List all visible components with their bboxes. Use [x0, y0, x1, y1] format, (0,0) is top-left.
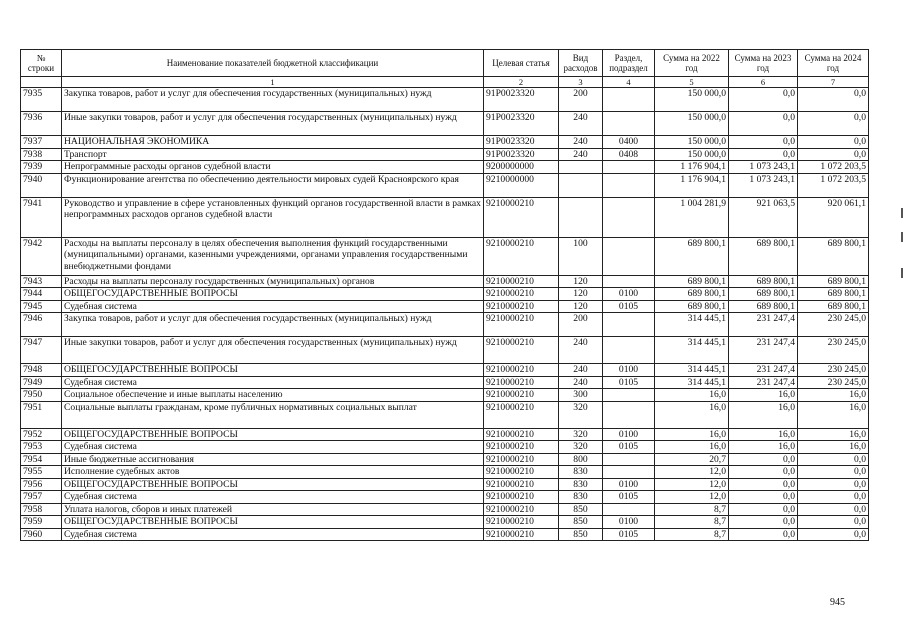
row-sum-2022: 16,0 — [655, 389, 729, 402]
row-razdel: 0105 — [603, 300, 655, 313]
edge-mark — [901, 268, 903, 278]
row-vid: 240 — [559, 136, 603, 149]
row-article: 91Р0023320 — [484, 136, 559, 149]
table-row — [21, 453, 869, 466]
row-sum-2022: 12,0 — [655, 478, 729, 491]
row-article: 9210000210 — [484, 275, 559, 288]
row-name: Социальные выплаты гражданам, кроме публичных нормативных социальных выплат — [62, 401, 484, 428]
row-number: 7955 — [21, 466, 62, 479]
table-row — [21, 161, 869, 174]
row-number: 7958 — [21, 503, 62, 516]
header-sum-2022: Сумма на 2022 год — [655, 50, 729, 77]
row-article: 9210000210 — [484, 313, 559, 337]
row-sum-2022: 1 176 904,1 — [655, 161, 729, 174]
row-sum-2022: 689 800,1 — [655, 275, 729, 288]
row-sum-2023: 921 063,5 — [729, 197, 798, 237]
row-number: 7946 — [21, 313, 62, 337]
column-number-row — [21, 77, 869, 88]
row-sum-2024: 16,0 — [798, 389, 869, 402]
row-article: 9200000000 — [484, 161, 559, 174]
row-sum-2023: 0,0 — [729, 528, 798, 541]
row-number: 7959 — [21, 516, 62, 529]
table-row — [21, 300, 869, 313]
row-sum-2023: 0,0 — [729, 491, 798, 504]
table-row — [21, 428, 869, 441]
row-razdel: 0105 — [603, 491, 655, 504]
row-sum-2022: 314 445,1 — [655, 376, 729, 389]
row-sum-2022: 16,0 — [655, 428, 729, 441]
row-article: 9210000210 — [484, 364, 559, 377]
row-name: Транспорт — [62, 148, 484, 161]
row-name: Судебная система — [62, 441, 484, 454]
row-sum-2024: 16,0 — [798, 401, 869, 428]
row-sum-2023: 0,0 — [729, 466, 798, 479]
row-sum-2023: 16,0 — [729, 441, 798, 454]
row-number: 7938 — [21, 148, 62, 161]
row-name: ОБЩЕГОСУДАРСТВЕННЫЕ ВОПРОСЫ — [62, 288, 484, 301]
row-article: 9210000210 — [484, 441, 559, 454]
row-article: 9210000000 — [484, 173, 559, 197]
row-sum-2024: 689 800,1 — [798, 300, 869, 313]
row-sum-2023: 16,0 — [729, 428, 798, 441]
row-name: Закупка товаров, работ и услуг для обеспечения государственных (муниципальных) нужд — [62, 313, 484, 337]
row-sum-2022: 314 445,1 — [655, 313, 729, 337]
row-razdel — [603, 275, 655, 288]
row-razdel — [603, 237, 655, 275]
row-sum-2022: 689 800,1 — [655, 288, 729, 301]
row-name: Закупка товаров, работ и услуг для обеспечения государственных (муниципальных) нужд — [62, 88, 484, 112]
row-vid: 240 — [559, 337, 603, 364]
table-row — [21, 376, 869, 389]
table-row — [21, 478, 869, 491]
row-sum-2022: 1 004 281,9 — [655, 197, 729, 237]
row-article: 9210000210 — [484, 528, 559, 541]
row-vid: 200 — [559, 88, 603, 112]
row-name: Исполнение судебных актов — [62, 466, 484, 479]
row-vid: 240 — [559, 376, 603, 389]
row-sum-2023: 231 247,4 — [729, 364, 798, 377]
table-row — [21, 197, 869, 237]
row-number: 7960 — [21, 528, 62, 541]
colnum-3: 3 — [559, 77, 603, 88]
row-sum-2024: 0,0 — [798, 148, 869, 161]
row-sum-2024: 0,0 — [798, 136, 869, 149]
row-article: 9210000210 — [484, 300, 559, 313]
row-razdel — [603, 88, 655, 112]
row-name: ОБЩЕГОСУДАРСТВЕННЫЕ ВОПРОСЫ — [62, 516, 484, 529]
row-sum-2023: 0,0 — [729, 112, 798, 136]
row-name: Судебная система — [62, 528, 484, 541]
row-sum-2023: 231 247,4 — [729, 313, 798, 337]
row-razdel — [603, 337, 655, 364]
row-number: 7937 — [21, 136, 62, 149]
row-vid: 800 — [559, 453, 603, 466]
row-sum-2023: 689 800,1 — [729, 237, 798, 275]
row-name: Судебная система — [62, 376, 484, 389]
table-row — [21, 337, 869, 364]
row-number: 7951 — [21, 401, 62, 428]
header-sum-2023: Сумма на 2023 год — [729, 50, 798, 77]
row-number: 7954 — [21, 453, 62, 466]
row-vid — [559, 161, 603, 174]
row-number: 7953 — [21, 441, 62, 454]
row-sum-2023: 1 073 243,1 — [729, 173, 798, 197]
row-sum-2022: 8,7 — [655, 503, 729, 516]
row-name: ОБЩЕГОСУДАРСТВЕННЫЕ ВОПРОСЫ — [62, 364, 484, 377]
row-vid: 200 — [559, 313, 603, 337]
row-number: 7943 — [21, 275, 62, 288]
row-sum-2024: 0,0 — [798, 528, 869, 541]
row-sum-2022: 689 800,1 — [655, 300, 729, 313]
row-name: НАЦИОНАЛЬНАЯ ЭКОНОМИКА — [62, 136, 484, 149]
row-sum-2022: 150 000,0 — [655, 148, 729, 161]
row-razdel: 0100 — [603, 364, 655, 377]
row-name: Иные закупки товаров, работ и услуг для обеспечения государственных (муниципальных) нужд — [62, 337, 484, 364]
table-row — [21, 401, 869, 428]
row-sum-2023: 16,0 — [729, 401, 798, 428]
row-name: ОБЩЕГОСУДАРСТВЕННЫЕ ВОПРОСЫ — [62, 478, 484, 491]
row-article: 9210000210 — [484, 453, 559, 466]
row-name: Социальное обеспечение и иные выплаты населению — [62, 389, 484, 402]
row-article: 9210000210 — [484, 197, 559, 237]
table-row — [21, 503, 869, 516]
header-row-no: № строки — [21, 50, 62, 77]
row-razdel — [603, 197, 655, 237]
row-sum-2024: 0,0 — [798, 491, 869, 504]
row-name: Руководство и управление в сфере установленных функций органов государственной власти в рамках непрограммных расходов органов судебной власти — [62, 197, 484, 237]
row-vid: 120 — [559, 288, 603, 301]
row-razdel: 0100 — [603, 288, 655, 301]
row-number: 7939 — [21, 161, 62, 174]
row-number: 7948 — [21, 364, 62, 377]
row-vid: 850 — [559, 528, 603, 541]
row-article: 9210000210 — [484, 288, 559, 301]
colnum-0 — [21, 77, 62, 88]
row-razdel — [603, 503, 655, 516]
row-vid — [559, 173, 603, 197]
row-razdel — [603, 173, 655, 197]
row-sum-2023: 0,0 — [729, 136, 798, 149]
row-name: Расходы на выплаты персоналу государственных (муниципальных) органов — [62, 275, 484, 288]
row-razdel: 0100 — [603, 478, 655, 491]
table-row — [21, 528, 869, 541]
row-sum-2023: 689 800,1 — [729, 288, 798, 301]
row-razdel — [603, 161, 655, 174]
row-sum-2022: 8,7 — [655, 516, 729, 529]
row-sum-2022: 689 800,1 — [655, 237, 729, 275]
header-row — [21, 50, 869, 77]
table-row — [21, 275, 869, 288]
row-article: 91Р0023320 — [484, 148, 559, 161]
header-razdel: Раздел, подраздел — [603, 50, 655, 77]
colnum-5: 5 — [655, 77, 729, 88]
header-article: Целевая статья — [484, 50, 559, 77]
table-row — [21, 237, 869, 275]
row-sum-2024: 230 245,0 — [798, 376, 869, 389]
row-sum-2024: 1 072 203,5 — [798, 173, 869, 197]
row-sum-2024: 16,0 — [798, 441, 869, 454]
colnum-2: 2 — [484, 77, 559, 88]
row-sum-2023: 0,0 — [729, 88, 798, 112]
row-sum-2022: 1 176 904,1 — [655, 173, 729, 197]
row-name: Расходы на выплаты персоналу в целях обеспечения выполнения функций государственными (муниципальными) органами, казенными учреждениями, органами управления государственными внебюджетными фондами — [62, 237, 484, 275]
row-number: 7956 — [21, 478, 62, 491]
row-sum-2024: 689 800,1 — [798, 288, 869, 301]
row-sum-2024: 16,0 — [798, 428, 869, 441]
row-name: Функционирование агентства по обеспечению деятельности мировых судей Красноярского края — [62, 173, 484, 197]
table-row — [21, 148, 869, 161]
row-sum-2024: 230 245,0 — [798, 337, 869, 364]
table-body — [21, 88, 869, 541]
colnum-7: 7 — [798, 77, 869, 88]
row-name: Иные бюджетные ассигнования — [62, 453, 484, 466]
row-vid: 830 — [559, 478, 603, 491]
row-vid: 320 — [559, 428, 603, 441]
edge-mark — [901, 208, 903, 218]
row-sum-2023: 689 800,1 — [729, 300, 798, 313]
row-article: 9210000210 — [484, 491, 559, 504]
row-vid: 320 — [559, 401, 603, 428]
row-number: 7957 — [21, 491, 62, 504]
row-vid: 320 — [559, 441, 603, 454]
row-razdel: 0408 — [603, 148, 655, 161]
row-razdel: 0100 — [603, 516, 655, 529]
row-sum-2024: 1 072 203,5 — [798, 161, 869, 174]
row-number: 7947 — [21, 337, 62, 364]
table-row — [21, 516, 869, 529]
table-row — [21, 389, 869, 402]
row-name: Непрограммные расходы органов судебной власти — [62, 161, 484, 174]
header-name: Наименование показателей бюджетной классификации — [62, 50, 484, 77]
header-vid: Вид расходов — [559, 50, 603, 77]
page-number: 945 — [830, 597, 845, 608]
row-sum-2023: 231 247,4 — [729, 376, 798, 389]
row-sum-2022: 8,7 — [655, 528, 729, 541]
row-razdel — [603, 401, 655, 428]
row-razdel: 0105 — [603, 376, 655, 389]
row-sum-2024: 230 245,0 — [798, 313, 869, 337]
row-vid: 830 — [559, 466, 603, 479]
row-sum-2022: 20,7 — [655, 453, 729, 466]
row-number: 7941 — [21, 197, 62, 237]
row-razdel — [603, 453, 655, 466]
row-razdel — [603, 389, 655, 402]
table-row — [21, 88, 869, 112]
row-vid: 120 — [559, 275, 603, 288]
row-number: 7935 — [21, 88, 62, 112]
row-sum-2024: 230 245,0 — [798, 364, 869, 377]
row-article: 9210000210 — [484, 478, 559, 491]
table-row — [21, 173, 869, 197]
row-number: 7942 — [21, 237, 62, 275]
row-sum-2023: 1 073 243,1 — [729, 161, 798, 174]
colnum-4: 4 — [603, 77, 655, 88]
row-sum-2022: 16,0 — [655, 401, 729, 428]
table-row — [21, 288, 869, 301]
row-vid: 240 — [559, 148, 603, 161]
table-row — [21, 112, 869, 136]
row-vid: 240 — [559, 112, 603, 136]
row-sum-2024: 0,0 — [798, 88, 869, 112]
row-sum-2023: 0,0 — [729, 453, 798, 466]
row-article: 9210000210 — [484, 337, 559, 364]
row-sum-2024: 0,0 — [798, 466, 869, 479]
row-vid: 850 — [559, 503, 603, 516]
row-number: 7949 — [21, 376, 62, 389]
row-sum-2022: 314 445,1 — [655, 364, 729, 377]
row-article: 9210000210 — [484, 401, 559, 428]
row-sum-2023: 0,0 — [729, 516, 798, 529]
row-sum-2022: 150 000,0 — [655, 112, 729, 136]
budget-table — [20, 49, 869, 541]
row-number: 7940 — [21, 173, 62, 197]
row-vid: 300 — [559, 389, 603, 402]
row-vid: 100 — [559, 237, 603, 275]
row-sum-2024: 0,0 — [798, 112, 869, 136]
row-number: 7950 — [21, 389, 62, 402]
row-vid: 830 — [559, 491, 603, 504]
row-sum-2024: 0,0 — [798, 478, 869, 491]
header-sum-2024: Сумма на 2024 год — [798, 50, 869, 77]
edge-mark — [901, 232, 903, 242]
row-name: Судебная система — [62, 300, 484, 313]
row-vid: 240 — [559, 364, 603, 377]
row-vid: 850 — [559, 516, 603, 529]
table-row — [21, 136, 869, 149]
row-razdel: 0105 — [603, 528, 655, 541]
row-sum-2024: 920 061,1 — [798, 197, 869, 237]
row-sum-2023: 0,0 — [729, 478, 798, 491]
row-razdel — [603, 112, 655, 136]
row-article: 9210000210 — [484, 389, 559, 402]
row-article: 9210000210 — [484, 428, 559, 441]
row-sum-2024: 0,0 — [798, 503, 869, 516]
row-article: 9210000210 — [484, 516, 559, 529]
row-article: 91Р0023320 — [484, 88, 559, 112]
table-row — [21, 364, 869, 377]
colnum-1: 1 — [62, 77, 484, 88]
row-sum-2023: 16,0 — [729, 389, 798, 402]
row-razdel — [603, 313, 655, 337]
row-sum-2022: 12,0 — [655, 491, 729, 504]
row-vid — [559, 197, 603, 237]
row-number: 7945 — [21, 300, 62, 313]
row-razdel — [603, 466, 655, 479]
row-sum-2023: 231 247,4 — [729, 337, 798, 364]
row-sum-2023: 0,0 — [729, 503, 798, 516]
row-article: 91Р0023320 — [484, 112, 559, 136]
colnum-6: 6 — [729, 77, 798, 88]
row-sum-2022: 150 000,0 — [655, 136, 729, 149]
table-row — [21, 313, 869, 337]
row-sum-2022: 150 000,0 — [655, 88, 729, 112]
row-number: 7952 — [21, 428, 62, 441]
row-name: Иные закупки товаров, работ и услуг для обеспечения государственных (муниципальных) нужд — [62, 112, 484, 136]
table-row — [21, 441, 869, 454]
row-sum-2023: 0,0 — [729, 148, 798, 161]
row-article: 9210000210 — [484, 237, 559, 275]
row-sum-2022: 314 445,1 — [655, 337, 729, 364]
row-number: 7936 — [21, 112, 62, 136]
row-razdel: 0400 — [603, 136, 655, 149]
row-name: Судебная система — [62, 491, 484, 504]
row-article: 9210000210 — [484, 466, 559, 479]
row-sum-2024: 689 800,1 — [798, 237, 869, 275]
row-sum-2023: 689 800,1 — [729, 275, 798, 288]
row-vid: 120 — [559, 300, 603, 313]
table-row — [21, 491, 869, 504]
row-sum-2024: 689 800,1 — [798, 275, 869, 288]
row-number: 7944 — [21, 288, 62, 301]
row-razdel: 0105 — [603, 441, 655, 454]
row-name: ОБЩЕГОСУДАРСТВЕННЫЕ ВОПРОСЫ — [62, 428, 484, 441]
row-article: 9210000210 — [484, 503, 559, 516]
row-article: 9210000210 — [484, 376, 559, 389]
row-name: Уплата налогов, сборов и иных платежей — [62, 503, 484, 516]
row-sum-2024: 0,0 — [798, 516, 869, 529]
row-sum-2022: 12,0 — [655, 466, 729, 479]
row-razdel: 0100 — [603, 428, 655, 441]
row-sum-2024: 0,0 — [798, 453, 869, 466]
row-sum-2022: 16,0 — [655, 441, 729, 454]
table-row — [21, 466, 869, 479]
